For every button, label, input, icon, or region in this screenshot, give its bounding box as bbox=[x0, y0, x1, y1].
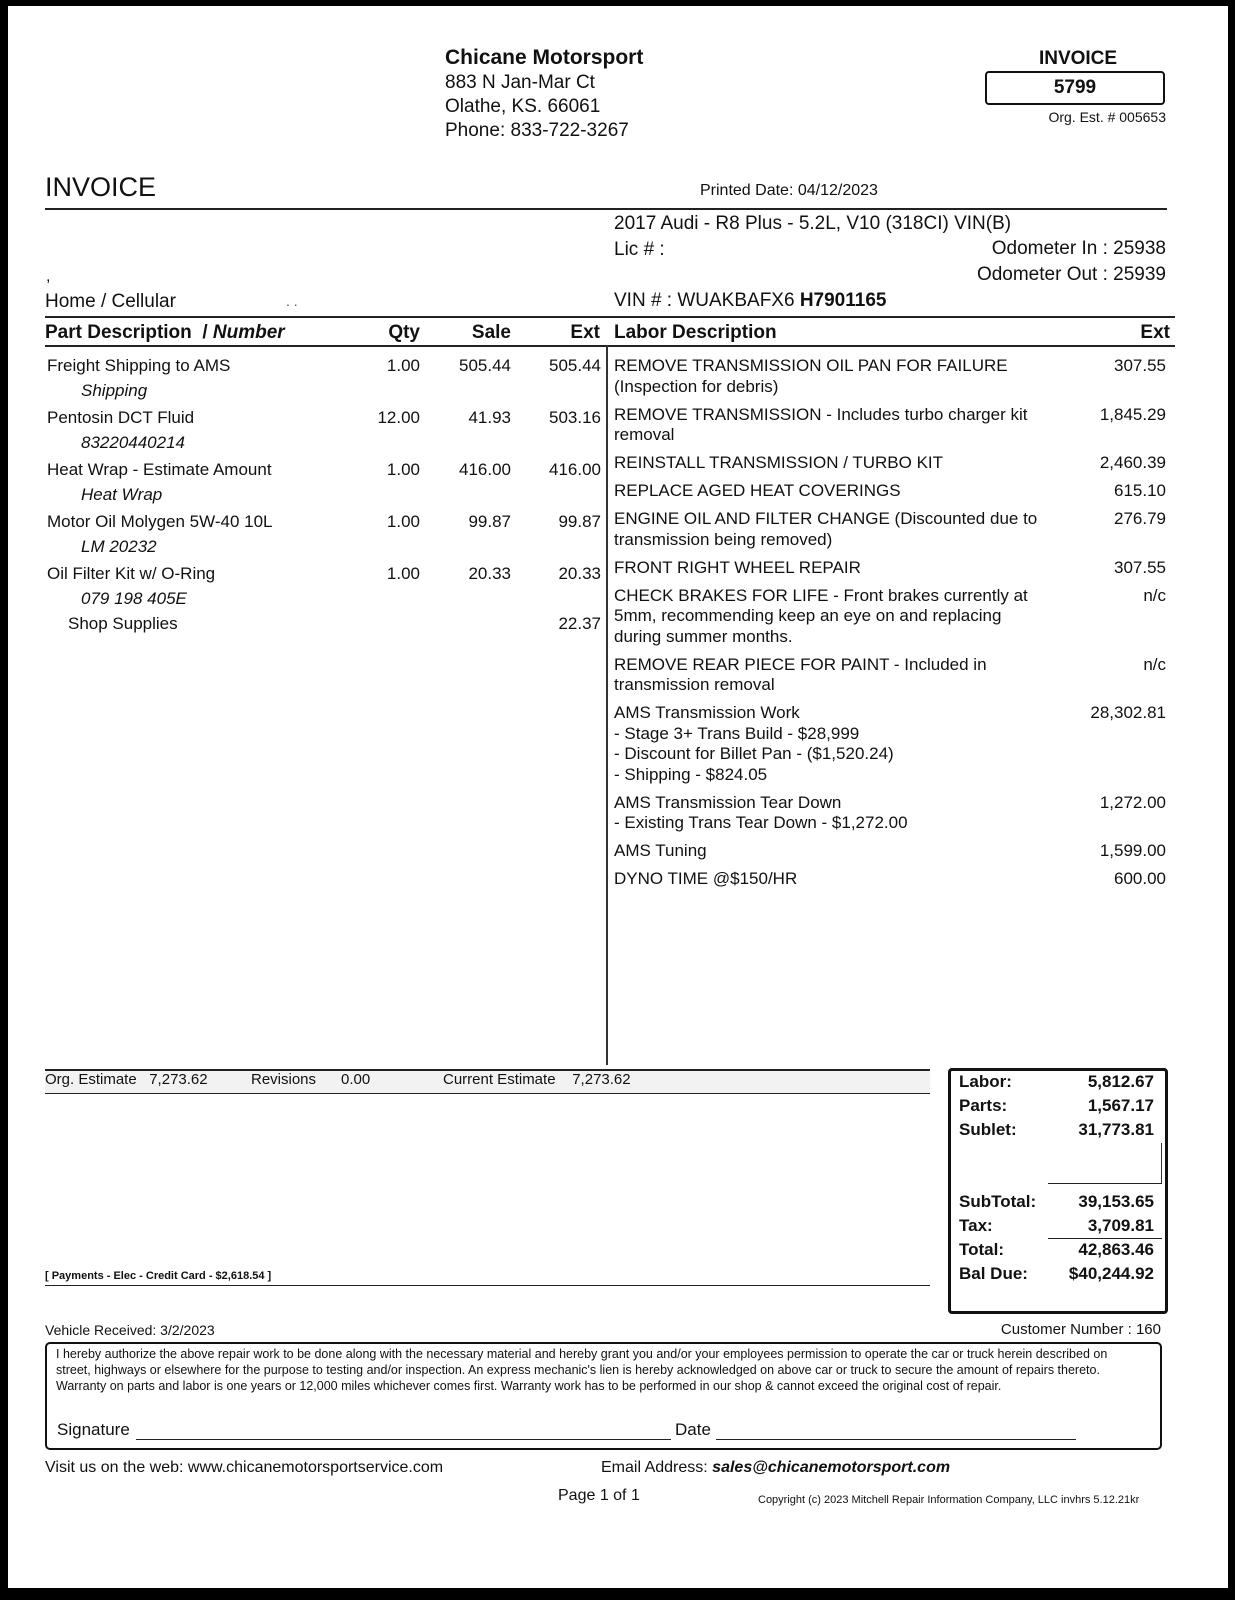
labor-ext: 307.55 bbox=[1114, 557, 1166, 577]
labor-ext: n/c bbox=[1143, 585, 1166, 605]
labor-ext: 1,845.29 bbox=[1099, 404, 1166, 424]
part-number: 079 198 405E bbox=[81, 589, 187, 608]
part-sale: 505.44 bbox=[459, 356, 511, 375]
labor-detail: - Stage 3+ Trans Build - $28,999 bbox=[614, 723, 860, 743]
labor-description: AMS Tuning bbox=[614, 841, 707, 860]
part-sale: 416.00 bbox=[459, 460, 511, 479]
copyright: Copyright (c) 2023 Mitchell Repair Information Company, LLC invhrs 5.12.21kr bbox=[758, 1494, 1140, 1506]
part-qty: 1.00 bbox=[386, 460, 420, 479]
parts-total: 1,567.17 bbox=[1087, 1096, 1154, 1115]
parts-header-sale: Sale bbox=[471, 322, 511, 343]
parts-header-qty: Qty bbox=[388, 322, 420, 343]
labor-ext: 1,272.00 bbox=[1099, 792, 1166, 812]
part-qty: 1.00 bbox=[386, 356, 420, 375]
tax: 3,709.81 bbox=[1087, 1216, 1154, 1235]
shop-address-2: Olathe, KS. 66061 bbox=[445, 96, 601, 117]
labor-detail: transmission being removed) bbox=[614, 529, 833, 549]
tax-label: Tax: bbox=[959, 1216, 993, 1235]
labor-ext: 600.00 bbox=[1114, 869, 1166, 888]
labor-detail: - Discount for Billet Pan - ($1,520.24) bbox=[614, 744, 894, 763]
page-title: INVOICE bbox=[45, 172, 157, 202]
table-column-divider bbox=[606, 345, 608, 1065]
part-qty: 12.00 bbox=[377, 408, 420, 427]
labor-description: CHECK BRAKES FOR LIFE - Front brakes currently at bbox=[614, 585, 1028, 605]
customer-phone-label: Home / Cellular bbox=[45, 291, 176, 312]
vin-serial: H7901165 bbox=[799, 290, 887, 311]
signature-label: Signature bbox=[57, 1420, 130, 1439]
date-label: Date bbox=[675, 1420, 711, 1439]
page-number: Page 1 of 1 bbox=[558, 1487, 640, 1504]
table-header-border bbox=[45, 345, 1175, 347]
org-est-number: Org. Est. # 005653 bbox=[1048, 109, 1166, 125]
labor-ext: n/c bbox=[1143, 654, 1166, 674]
part-ext: 503.16 bbox=[549, 408, 601, 427]
labor-detail: (Inspection for debris) bbox=[614, 376, 779, 396]
part-ext: 99.87 bbox=[558, 512, 601, 531]
part-ext: 505.44 bbox=[549, 356, 601, 375]
balance-due-label: Bal Due: bbox=[959, 1264, 1028, 1283]
authorization-text: I hereby authorize the above repair work to be done along with the necessary material and hereby grant you and/or your employees permission to operate the car or truck herein described on street, highways or elsewhere for the purpose to testing and/or inspection. An express mechanic's lien is hereby acknowledged on above car or truck to secure the amount of repairs thereto. Warranty on parts and labor is one years or 12,000 miles whichever comes first. Warranty work has to be performed in our shop & cannot exceed the original cost of repair. bbox=[56, 1347, 1108, 1393]
vin-label: VIN # : WUAKBAFX6 bbox=[614, 290, 795, 311]
labor-detail: transmission removal bbox=[614, 675, 775, 694]
part-sale: 20.33 bbox=[468, 564, 511, 583]
vehicle-received: Vehicle Received: 3/2/2023 bbox=[45, 1322, 215, 1338]
part-ext: 20.33 bbox=[558, 564, 601, 583]
sublet-total-label: Sublet: bbox=[959, 1120, 1017, 1139]
odometer-out: Odometer Out : 25939 bbox=[976, 264, 1166, 285]
part-number: Shipping bbox=[81, 381, 148, 400]
payments-line bbox=[45, 1285, 930, 1286]
labor-description: REMOVE REAR PIECE FOR PAINT - Included in bbox=[614, 654, 987, 674]
invoice-page bbox=[8, 6, 1228, 1588]
part-description: Freight Shipping to AMS bbox=[47, 356, 231, 375]
part-description: Oil Filter Kit w/ O-Ring bbox=[47, 564, 216, 583]
labor-description: DYNO TIME @$150/HR bbox=[614, 869, 798, 888]
sublet-total: 31,773.81 bbox=[1078, 1120, 1154, 1139]
revisions: Revisions 0.00 bbox=[251, 1071, 371, 1088]
email: Email Address: sales@chicanemotorsport.com bbox=[601, 1459, 951, 1476]
part-number: 83220440214 bbox=[81, 433, 186, 452]
labor-header-description: Labor Description bbox=[614, 322, 777, 343]
total: 42,863.46 bbox=[1078, 1240, 1154, 1259]
labor-description: REINSTALL TRANSMISSION / TURBO KIT bbox=[614, 453, 944, 472]
labor-total-label: Labor: bbox=[959, 1072, 1012, 1091]
labor-ext: 1,599.00 bbox=[1099, 841, 1166, 860]
odometer-in: Odometer In : 25938 bbox=[991, 238, 1166, 259]
balance-due: $40,244.92 bbox=[1068, 1264, 1154, 1283]
invoice-label: INVOICE bbox=[1038, 48, 1118, 69]
labor-description: FRONT RIGHT WHEEL REPAIR bbox=[614, 557, 861, 577]
labor-ext: 615.10 bbox=[1114, 481, 1166, 500]
labor-description: ENGINE OIL AND FILTER CHANGE (Discounted due to bbox=[614, 509, 1038, 528]
part-description: Pentosin DCT Fluid bbox=[47, 408, 195, 427]
labor-description: REPLACE AGED HEAT COVERINGS bbox=[614, 481, 901, 500]
part-description: Heat Wrap - Estimate Amount bbox=[47, 460, 272, 479]
part-sale: 41.93 bbox=[468, 408, 511, 427]
parts-header-description: Part Description / Number bbox=[45, 322, 285, 343]
customer-number: Customer Number : 160 bbox=[1000, 1321, 1161, 1338]
vehicle-description: 2017 Audi - R8 Plus - 5.2L, V10 (318CI) VIN(B) bbox=[614, 213, 1012, 234]
labor-total: 5,812.67 bbox=[1087, 1072, 1154, 1091]
total-rule bbox=[1048, 1238, 1162, 1239]
date-line bbox=[716, 1439, 1076, 1440]
invoice-number: 5799 bbox=[985, 71, 1165, 105]
labor-description: REMOVE TRANSMISSION - Includes turbo charger kit bbox=[614, 404, 1028, 424]
current-estimate: Current Estimate 7,273.62 bbox=[443, 1071, 631, 1088]
printed-date: Printed Date: 04/12/2023 bbox=[700, 182, 878, 199]
parts-header-ext: Ext bbox=[570, 322, 600, 343]
shop-supplies-label: Shop Supplies bbox=[68, 614, 178, 633]
labor-detail: 5mm, recommending keep an eye on and replacing bbox=[614, 606, 1002, 625]
labor-detail: - Existing Trans Tear Down - $1,272.00 bbox=[614, 813, 908, 832]
title-divider bbox=[45, 208, 1167, 210]
website: Visit us on the web: www.chicanemotorsportservice.com bbox=[45, 1459, 444, 1476]
labor-ext: 276.79 bbox=[1114, 509, 1166, 528]
labor-description: AMS Transmission Tear Down bbox=[614, 792, 842, 812]
labor-header-ext: Ext bbox=[1140, 322, 1170, 343]
parts-total-label: Parts: bbox=[959, 1096, 1008, 1115]
subtotal: 39,153.65 bbox=[1078, 1192, 1154, 1211]
labor-ext: 28,302.81 bbox=[1090, 703, 1166, 722]
labor-description: AMS Transmission Work bbox=[614, 703, 800, 722]
part-qty: 1.00 bbox=[386, 512, 420, 531]
shop-phone: Phone: 833-722-3267 bbox=[445, 120, 629, 141]
labor-ext: 2,460.39 bbox=[1099, 453, 1166, 472]
total-label: Total: bbox=[959, 1240, 1005, 1259]
customer-separator: , bbox=[46, 268, 51, 285]
totals-inner-rule bbox=[1161, 1143, 1162, 1183]
part-description: Motor Oil Molygen 5W-40 10L bbox=[47, 512, 273, 531]
org-estimate: Org. Estimate 7,273.62 bbox=[45, 1071, 208, 1088]
subtotal-rule bbox=[1048, 1183, 1162, 1184]
estimate-bottom-border bbox=[45, 1093, 930, 1094]
table-top-border bbox=[45, 316, 1175, 318]
shop-supplies-ext: 22.37 bbox=[558, 614, 601, 633]
shop-name: Chicane Motorsport bbox=[445, 46, 644, 69]
labor-ext: 307.55 bbox=[1114, 356, 1166, 375]
labor-detail: removal bbox=[614, 425, 675, 444]
part-qty: 1.00 bbox=[386, 564, 420, 583]
license-number: Lic # : bbox=[614, 239, 665, 260]
labor-description: REMOVE TRANSMISSION OIL PAN FOR FAILURE bbox=[614, 356, 1008, 375]
payments-note: [ Payments - Elec - Credit Card - $2,618.54 ] bbox=[45, 1270, 272, 1282]
vin bbox=[614, 290, 886, 312]
part-number: Heat Wrap bbox=[81, 485, 163, 504]
subtotal-label: SubTotal: bbox=[959, 1192, 1037, 1211]
part-sale: 99.87 bbox=[468, 512, 511, 531]
labor-detail: - Shipping - $824.05 bbox=[614, 764, 768, 784]
labor-detail: during summer months. bbox=[614, 626, 793, 646]
shop-address-1: 883 N Jan-Mar Ct bbox=[445, 72, 595, 93]
signature-line bbox=[136, 1439, 671, 1440]
customer-phone-redacted: . . bbox=[286, 293, 298, 309]
part-number: LM 20232 bbox=[81, 537, 157, 556]
part-ext: 416.00 bbox=[549, 460, 601, 479]
